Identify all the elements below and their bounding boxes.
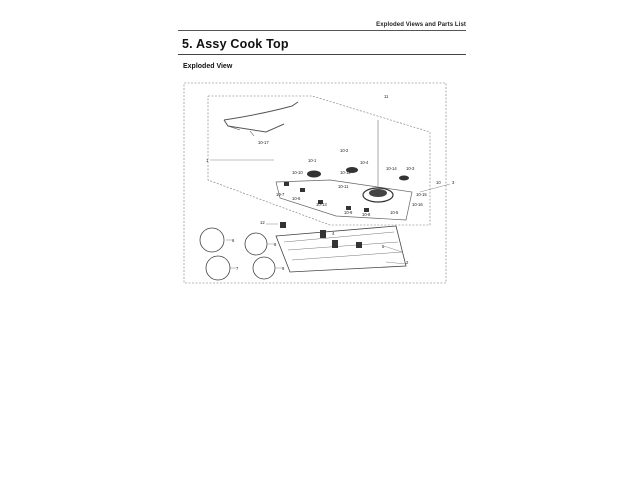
callout-10-9: 10-9 [344,210,353,215]
callout-8: 8 [274,242,277,247]
coil-8 [245,233,267,255]
header-rule [178,30,466,31]
callout-9: 9 [282,266,285,271]
callout-7: 7 [236,266,239,271]
callout-5: 5 [382,244,385,249]
title-rule [178,54,466,55]
burner-right [399,176,409,181]
callout-10-3: 10-3 [406,166,415,171]
coil-6 [200,228,224,252]
callout-10-10: 10-10 [292,170,303,175]
callout-10-17: 10-17 [258,140,269,145]
knob-stem-c [356,242,362,248]
section-title: 5. Assy Cook Top [182,37,289,51]
pipe-detail [228,126,254,136]
exploded-view-diagram [180,80,468,286]
coil-7 [206,256,230,280]
callout-10-13: 10-13 [316,202,327,207]
callout-3: 3 [452,180,455,185]
clip-part-12 [280,222,286,228]
callout-10-14: 10-14 [386,166,397,171]
running-header: Exploded Views and Parts List [376,22,466,28]
callout-10-11: 10-11 [338,184,349,189]
callout-2: 2 [406,260,409,265]
exploded-view-subtitle: Exploded View [183,63,233,70]
main-burner-cap [369,189,387,197]
callout-10-7: 10-7 [276,192,285,197]
callout-4: 4 [332,231,335,236]
callout-12: 12 [260,220,265,225]
burner-left [307,171,321,178]
fitting-b [300,188,305,192]
pipe-part [224,102,298,132]
knob-stem-a [320,230,326,238]
coil-9 [253,257,275,279]
callout-10-15: 10-15 [416,192,427,197]
outer-frame [184,83,446,283]
knob-stem-b [332,240,338,248]
callout-10-12: 10-12 [340,170,351,175]
callout-10: 10 [436,180,441,185]
callout-10-5: 10-5 [390,210,399,215]
callout-10-4: 10-4 [360,160,369,165]
callout-10-2: 10-2 [340,148,349,153]
fitting-a [284,182,289,186]
callout-6: 6 [232,238,235,243]
callout-10-16: 10-16 [412,202,423,207]
exploded-view-svg [180,80,468,286]
callout-10-8: 10-8 [362,212,371,217]
callout-10-1: 10-1 [308,158,317,163]
callout-11: 11 [384,94,389,99]
callout-10-6: 10-6 [292,196,301,201]
callout-1: 1 [206,158,209,163]
